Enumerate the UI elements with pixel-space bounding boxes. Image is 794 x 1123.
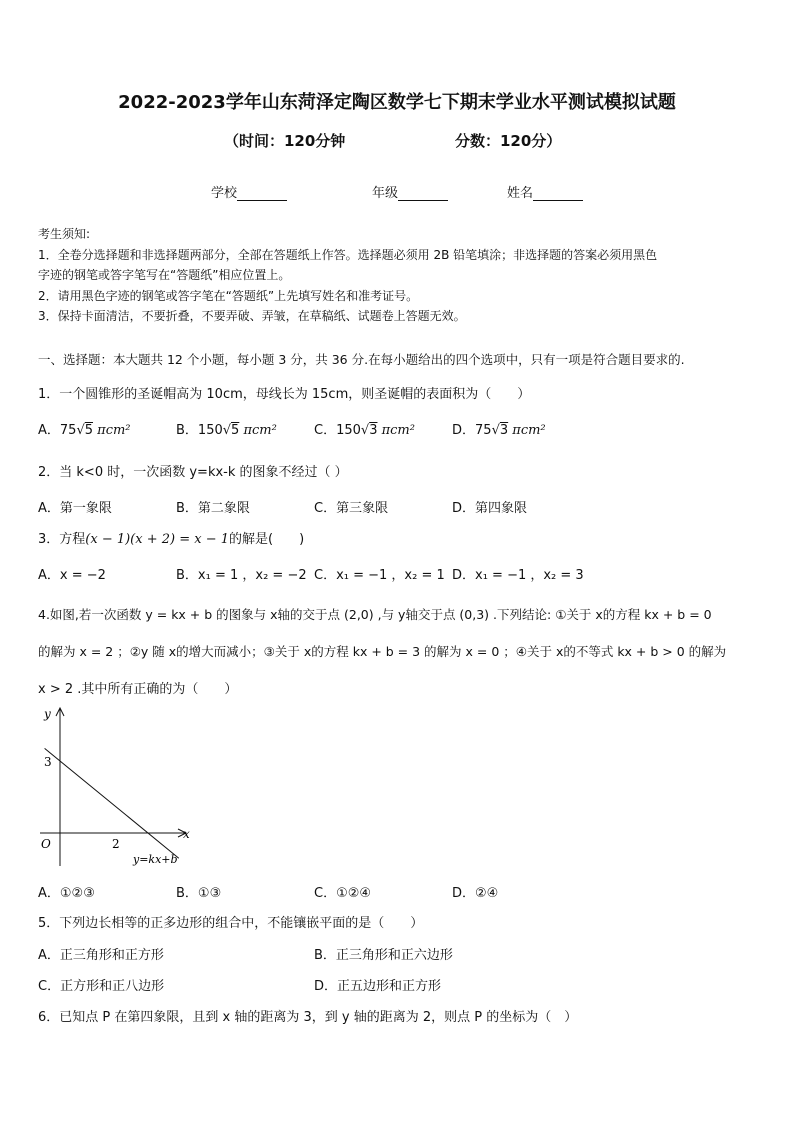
section-heading: 一、选择题：本大题共 12 个小题，每小题 3 分，共 36 分.在每小题给出的四个选项中，只有一项是符合题目要求的. [38,352,685,367]
notice-heading: 考生须知: [38,227,91,241]
q3-option-b: B．x₁ = 1 ，x₂ = −2 [176,568,307,583]
q2-option-d: D．第四象限 [452,501,528,516]
notice-item: 2．请用黑色字迹的钢笔或答字笔在“答题纸”上先填写姓名和准考证号。 [38,289,419,303]
y-axis-label: y [44,707,51,721]
question-1-stem: 1．一个圆锥形的圣诞帽高为 10cm，母线长为 15cm，则圣诞帽的表面积为（ ） [38,387,531,402]
q1-option-d: D．75√3 πcm² [452,423,546,438]
exam-time: （时间：120分钟 [224,132,346,150]
exam-score: 分数：120分） [455,132,562,150]
q4-option-a: A．①②③ [38,886,95,901]
school-field [211,182,287,201]
question-2-stem: 2．当 k<0 时，一次函数 y=kx-k 的图象不经过（ ） [38,465,348,480]
q2-option-a: A．第一象限 [38,501,112,516]
school-blank [237,187,287,201]
question-3-stem: 3．方程(x − 1)(x + 2) = x − 1的解是( ) [38,532,305,547]
question-5-stem: 5．下列边长相等的正多边形的组合中，不能镶嵌平面的是（ ） [38,916,424,931]
q1-option-b: B．150√5 πcm² [176,423,277,438]
q5-option-d: D．正五边形和正方形 [314,979,442,994]
x-axis-label: x [183,827,190,841]
q4-option-d: D．②④ [452,886,499,901]
function-label: y=kx+b [133,853,178,866]
q5-option-a: A．正三角形和正方形 [38,948,164,963]
page-title: 2022-2023学年山东菏泽定陶区数学七下期末学业水平测试模拟试题 [118,92,676,113]
q5-option-b: B．正三角形和正六边形 [314,948,453,963]
notice-item: 3．保持卡面清洁，不要折叠，不要弄破、弄皱，在草稿纸、试题卷上答题无效。 [38,309,466,323]
q3-equation: (x − 1)(x + 2) = x − 1 [85,532,230,547]
q3-option-c: C．x₁ = −1 ，x₂ = 1 [314,568,445,583]
q4-option-c: C．①②④ [314,886,372,901]
q1-option-a: A．75√5 πcm² [38,423,131,438]
q3-option-a: A．x = −2 [38,568,106,583]
question-4-line-1: 4.如图,若一次函数 y = kx + b 的图象与 x轴的交于点 (2,0) ,与 y轴交于点 (0,3) .下列结论: ①关于 x的方程 kx + b = 0 [38,607,712,622]
x-tick-label: 2 [112,837,120,851]
q4-graph [36,700,196,870]
notice-item: 字迹的钢笔或答字笔写在“答题纸”相应位置上。 [38,268,291,282]
school-label: 学校 [211,186,238,201]
question-4-line-3: x > 2 .其中所有正确的为（ ） [38,682,238,697]
q2-option-b: B．第二象限 [176,501,250,516]
q2-option-c: C．第三象限 [314,501,389,516]
q5-option-c: C．正方形和正八边形 [38,979,165,994]
name-blank [533,187,583,201]
question-6-stem: 6．已知点 P 在第四象限，且到 x 轴的距离为 3，到 y 轴的距离为 2，则点 P 的坐标为（ ） [38,1010,578,1025]
name-field [507,182,583,201]
grade-label: 年级 [372,186,399,201]
question-4-line-2: 的解为 x = 2 ；②y 随 x的增大而减小；③关于 x的方程 kx + b = 3 的解为 x = 0 ；④关于 x的不等式 kx + b > 0 的解为 [38,644,727,659]
origin-label: O [41,837,51,851]
y-tick-label: 3 [44,755,52,769]
name-label: 姓名 [507,186,534,201]
notice-item: 1．全卷分选择题和非选择题两部分，全部在答题纸上作答。选择题必须用 2B 铅笔填涂；非选择题的答案必须用黑色 [38,248,658,262]
q1-option-c: C．150√3 πcm² [314,423,415,438]
grade-field [372,182,448,201]
q4-option-b: B．①③ [176,886,222,901]
q3-option-d: D．x₁ = −1 ，x₂ = 3 [452,568,584,583]
grade-blank [398,187,448,201]
